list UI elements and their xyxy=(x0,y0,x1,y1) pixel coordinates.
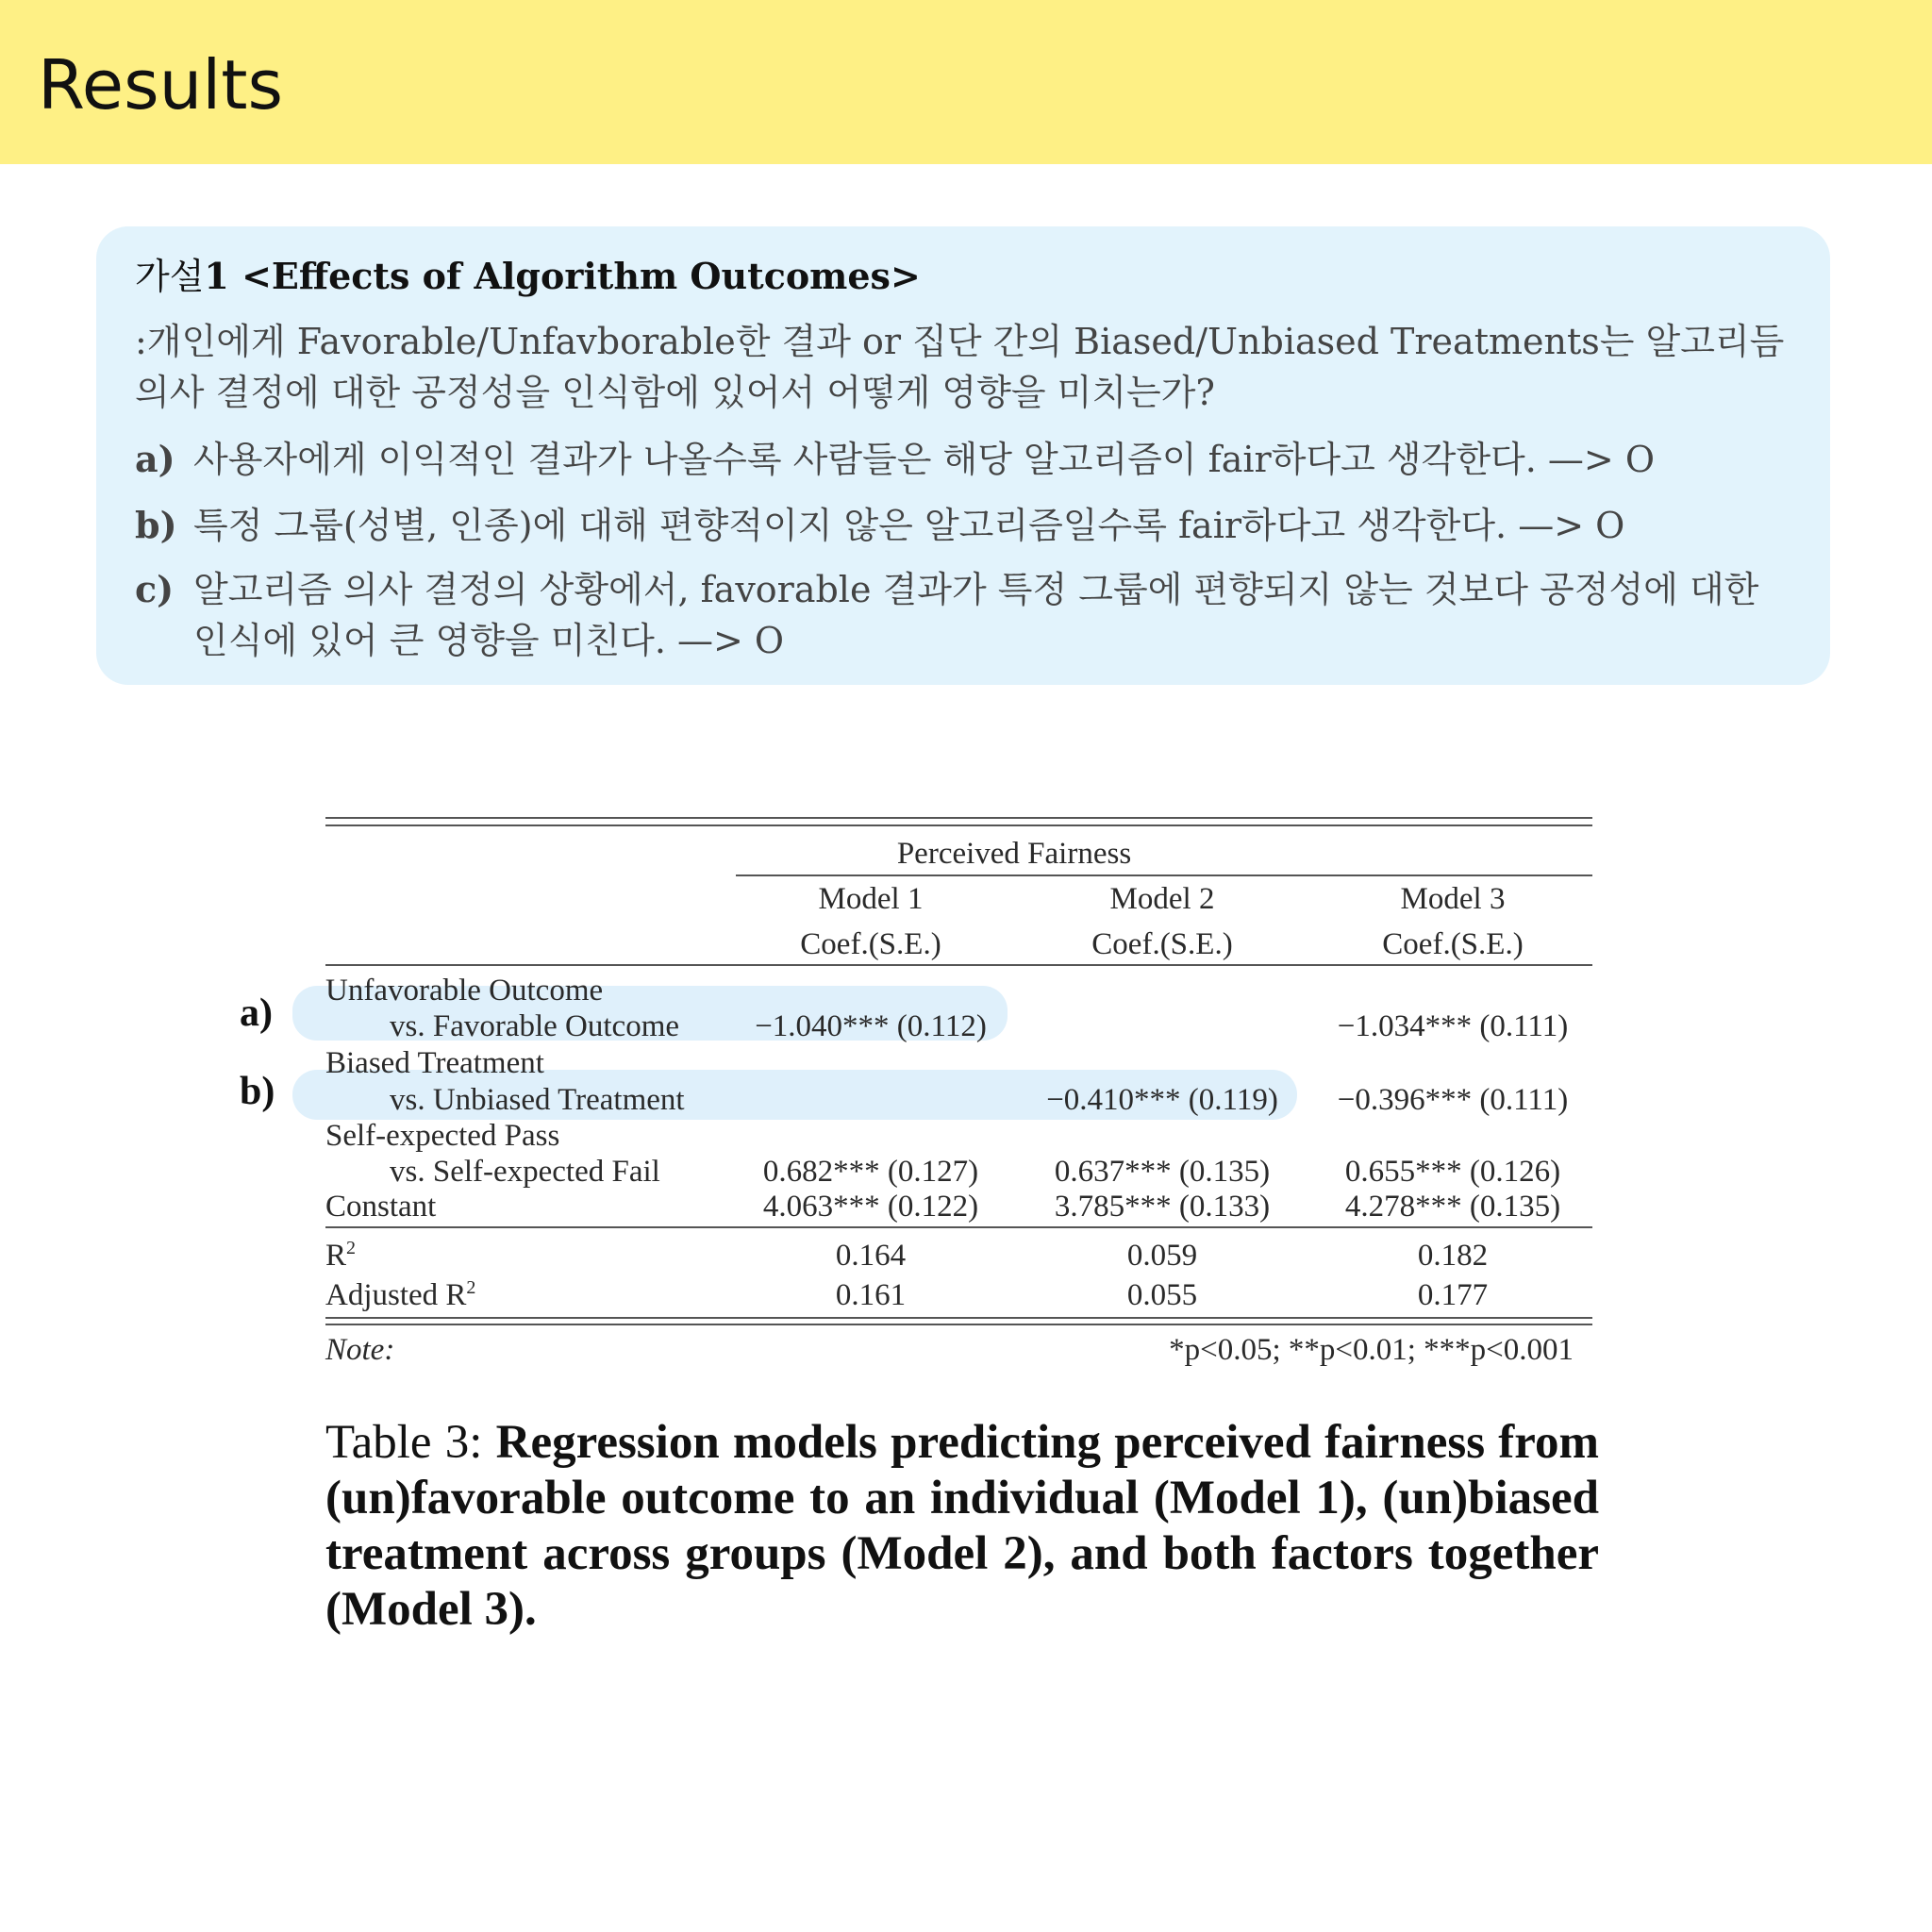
group-header: Perceived Fairness xyxy=(896,837,1132,871)
hypothesis-item-label: c) xyxy=(135,568,175,610)
table-caption xyxy=(325,1415,1599,1638)
r2-superscript: 2 xyxy=(346,1238,357,1258)
model-3-header: Model 3 xyxy=(1400,882,1506,916)
r2-m1: 0.164 xyxy=(835,1239,907,1273)
adj-r2-label xyxy=(325,1276,475,1314)
row-sublabel: vs. Self-expected Fail xyxy=(390,1155,660,1189)
hypothesis-item-text: 알고리즘 의사 결정의 상황에서, favorable 결과가 특정 그룹에 편향되지 않는 것보다 공정성에 대한 인식에 있어 큰 영향을 미친다. —> O xyxy=(193,569,1759,661)
side-label-a: a) xyxy=(240,991,273,1035)
cell-m3: 0.655*** (0.126) xyxy=(1344,1155,1561,1189)
stats-rule xyxy=(325,1226,1592,1228)
coef-header-2: Coef.(S.E.) xyxy=(1091,927,1233,961)
hypothesis-item-b xyxy=(135,500,1805,551)
coef-header-3: Coef.(S.E.) xyxy=(1382,927,1524,961)
row-label: Unfavorable Outcome xyxy=(325,974,604,1008)
group-rule xyxy=(736,874,1592,876)
page-title: Results xyxy=(38,45,283,125)
adj-r2-label-text: Adjusted R xyxy=(325,1278,467,1312)
bottom-rule xyxy=(325,1317,1592,1319)
note-text: *p<0.05; **p<0.01; ***p<0.001 xyxy=(1169,1333,1574,1367)
note-label: Note: xyxy=(325,1333,395,1367)
adj-r2-m1: 0.161 xyxy=(835,1278,907,1312)
hypothesis-item-text: 특정 그룹(성별, 인종)에 대해 편향적이지 않은 알고리즘일수록 fair하다고 생각한다. —> O xyxy=(193,505,1625,546)
cell-m3: 4.278*** (0.135) xyxy=(1344,1190,1561,1224)
hypothesis-item-label: a) xyxy=(135,438,175,480)
header-bar xyxy=(0,0,1932,164)
cell-m2: 3.785*** (0.133) xyxy=(1054,1190,1271,1224)
bottom-rule-2 xyxy=(325,1324,1592,1325)
coef-header-1: Coef.(S.E.) xyxy=(800,927,941,961)
header-rule xyxy=(325,964,1592,966)
r2-m3: 0.182 xyxy=(1417,1239,1489,1273)
cell-m1: 4.063*** (0.122) xyxy=(762,1190,979,1224)
row-label: Biased Treatment xyxy=(325,1046,544,1080)
adj-r2-m3: 0.177 xyxy=(1417,1278,1489,1312)
cell-m3: −0.396*** (0.111) xyxy=(1337,1083,1569,1117)
cell-m1: −1.040*** (0.112) xyxy=(755,1009,987,1043)
adj-r2-superscript: 2 xyxy=(466,1277,476,1298)
row-sublabel: vs. Favorable Outcome xyxy=(390,1009,680,1043)
cell-m3: −1.034*** (0.111) xyxy=(1337,1009,1569,1043)
hypothesis-title xyxy=(135,251,921,302)
cell-m2: 0.637*** (0.135) xyxy=(1054,1155,1271,1189)
model-1-header: Model 1 xyxy=(818,882,924,916)
hypothesis-item-c xyxy=(135,564,1805,666)
model-2-header: Model 2 xyxy=(1109,882,1215,916)
caption-prefix: Table 3: xyxy=(325,1416,483,1469)
r2-m2: 0.059 xyxy=(1126,1239,1198,1273)
hypothesis-question: :개인에게 Favorable/Unfavborable한 결과 or 집단 간의 Biased/Unbiased Treatments는 알고리듬 의사 결정에 대한 공정성을 인식함에 있어서 어떻게 영향을 미치는가? xyxy=(135,321,1785,413)
hypothesis-item-text: 사용자에게 이익적인 결과가 나올수록 사람들은 해당 알고리즘이 fair하다고 생각한다. —> O xyxy=(193,439,1655,480)
row-sublabel: vs. Unbiased Treatment xyxy=(390,1083,685,1117)
cell-m2: −0.410*** (0.119) xyxy=(1046,1083,1278,1117)
top-rule xyxy=(325,817,1592,819)
row-label: Self-expected Pass xyxy=(325,1119,560,1153)
hypothesis-item-label: b) xyxy=(135,504,177,546)
cell-m1: 0.682*** (0.127) xyxy=(762,1155,979,1189)
caption-text: Regression models predicting perceived fairness from (un)favorable outcome to an individual (Model 1), (un)biased treatment across groups (Model 2), and both factors together (Model 3). xyxy=(325,1416,1599,1636)
r2-label xyxy=(325,1237,356,1274)
hypothesis-title-en: 1 <Effects of Algorithm Outcomes> xyxy=(204,255,921,297)
hypothesis-title-ko: 가설 xyxy=(135,256,205,297)
adj-r2-m2: 0.055 xyxy=(1126,1278,1198,1312)
r2-label-text: R xyxy=(325,1239,347,1273)
row-label: Constant xyxy=(325,1190,437,1224)
top-rule-2 xyxy=(325,824,1592,826)
side-label-b: b) xyxy=(240,1070,275,1113)
hypothesis-item-a xyxy=(135,434,1805,485)
